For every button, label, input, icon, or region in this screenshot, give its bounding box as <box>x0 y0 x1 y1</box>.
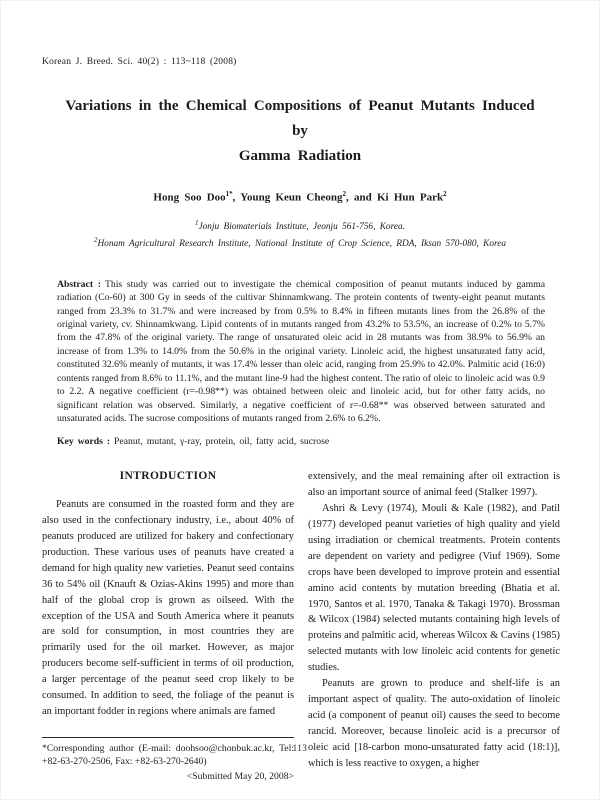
author-affiliation-mark: 2 <box>443 190 447 198</box>
keywords-text: Peanut, mutant, γ-ray, protein, oil, fatty acid, sucrose <box>114 436 330 448</box>
author-separator: , and <box>345 191 377 204</box>
left-column <box>42 469 294 783</box>
affiliation-2 <box>0 234 600 252</box>
paper-title <box>55 94 545 169</box>
author-separator: , <box>232 191 241 204</box>
title-line-2: Gamma Radiation <box>238 148 362 164</box>
right-column <box>308 469 560 783</box>
keywords-label: Key words : <box>57 436 111 448</box>
affiliation-mark: 2 <box>93 236 98 245</box>
title-line-1: Variations in the Chemical Compositions of Peanut Mutants Induced by <box>65 98 535 139</box>
introduction-paragraph-continuation: extensively, and the meal remaining after oil extraction is also an important source of animal feed (Stalker 1997). <box>308 471 560 499</box>
author-name: Young Keun Cheong <box>240 191 343 204</box>
section-heading-introduction: INTRODUCTION <box>119 470 217 483</box>
author-affiliation-mark: 2 <box>342 190 346 198</box>
keywords <box>57 436 545 447</box>
corresponding-author-text: *Corresponding author (E-mail: doohsoo@chonbuk.ac.kr, Tel: +82-63-270-2506, Fax: +82-63-270-2640) <box>42 742 294 768</box>
author-name: Hong Soo Doo <box>153 191 226 204</box>
authors-line <box>0 190 600 204</box>
introduction-paragraph-2: Ashri & Levy (1974), Mouli & Kale (1982), and Patil (1977) developed peanut varieties of high quality and yield using irradiation or chemical treatments. Protein contents are dependent on variety and pedigree (Viuf 1969). Some crops have been developed to improve protein and essential amino acid contents by mutation breeding (Bhatia et al. 1970, Santos et al. 1970, Tanaka & Takagi 1970). Brossman & Wilcox (1984) selected mutants containing high levels of proteins and palmitic acid, whereas Wilcox & Cavins (1985) selected mutants with low linoleic acid contents for genetic studies. <box>308 503 560 674</box>
introduction-paragraph-3: Peanuts are grown to produce and shelf-life is an important aspect of quality. The auto-oxidation of linoleic acid (a component of peanut oil) causes the seed to become rancid. Moreover, because linoleic acid is a precursor of oleic acid [18-carbon mono-unsaturated fatty acid (18:1)], which is less reactive to oxygen, a higher <box>308 678 560 769</box>
affiliation-text: Honam Agricultural Research Institute, National Institute of Crop Science, RDA, Iksan 570-080, Korea <box>97 239 507 250</box>
author-affiliation-mark: 1* <box>225 190 233 198</box>
journal-header: Korean J. Breed. Sci. 40(2) : 113~118 (2008) <box>42 57 237 67</box>
two-column-body <box>42 469 560 783</box>
author-name: Ki Hun Park <box>376 191 444 204</box>
page-number: 113 <box>292 743 308 753</box>
abstract-text: This study was carried out to investigate the chemical composition of peanut mutants induced by gamma radiation (Co-60) at 300 Gy in seeds of the cultivar Shinnamkwang. The protein contents of twenty-eight peanut mutants ranged from 23.3% to 31.7% and were increased by from 0.5% to 8.4% in fifteen mutants lines from the 26.8% of the original variety, cv. Shinnamkwang. Lipid contents of in mutants ranged from 43.2% to 53.5%, an increase of 0.2% to 5.7% from the 47.8% of the original variety. The range of unsaturated oleic acid in 28 mutants was from 38.9% to 56.9% an increase of from 1.3% to 14.0% from the 50.6% in the original variety. Linoleic acid, the highest unsaturated fatty acid, constituted 32.6% meanly of mutants, it was 17.4% lesser than oleic acid, ranging from 25.9% to 42.0%. Palmitic acid (16:0) contents ranged from 8.6% to 11.1%, and the mutant line-9 had the highest content. The ratio of oleic to linoleic acid was 0.9 to 2.2. A negative coefficient (r=-0.98**) was obtained between oleic and linoleic acid, but for other fatty acids, no significant relation was observed. Similarly, a negative coefficient of r=-0.68** was observed between saturated and unsaturated acids. The sucrose compositions of mutants ranged from 2.6% to 6.2%. <box>57 278 545 424</box>
submitted-date: <Submitted May 20, 2008> <box>186 771 294 783</box>
affiliations <box>0 217 600 252</box>
abstract <box>57 278 545 425</box>
abstract-label: Abstract : <box>57 278 101 290</box>
affiliation-mark: 1 <box>195 218 199 227</box>
affiliation-1 <box>0 217 600 235</box>
introduction-paragraph-left: Peanuts are consumed in the roasted form and they are also used in the confectionary industry, i.e., about 40% of peanuts produced are utilized for bakery and confectionary production. These various uses of peanuts have created a demand for high quality new varieties. Peanut seed contains 36 to 54% oil (Knauft & Ozias-Akins 1995) and more than half of the global crop is grown as oilseed. With the exception of the USA and South America where it peanuts are sold for consumption, in most countries they are primarily used for the oil market. However, as major producers become self-sufficient in terms of oil production, a larger percentage of the peanut seed crop likely to be consumed. In addition to seed, the foliage of the peanut is an important fodder in regions where animals are famed <box>42 499 294 717</box>
affiliation-text: Jonju Biomaterials Institute, Jeonju 561-756, Korea. <box>198 221 405 232</box>
